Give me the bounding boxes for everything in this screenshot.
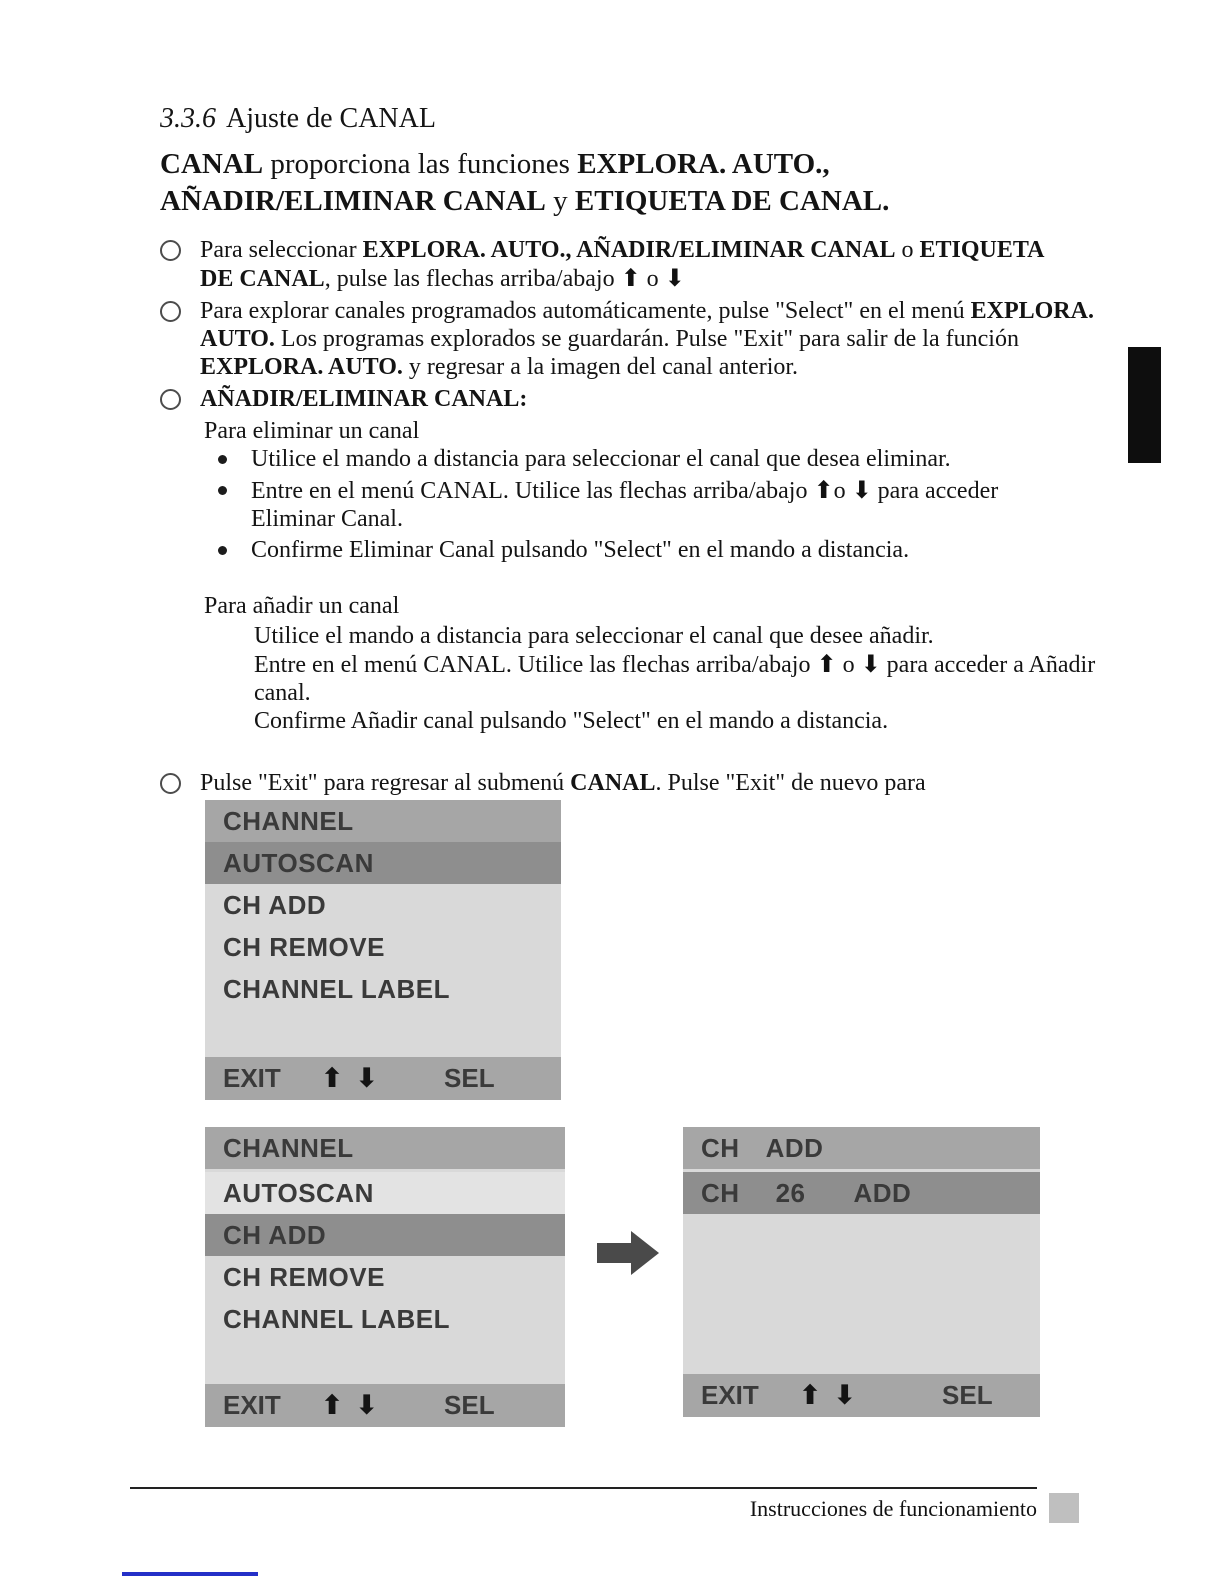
osd-ch-label: CH (701, 1177, 740, 1208)
osd-arrow-hints (321, 1390, 378, 1421)
text-segment: o (836, 652, 861, 678)
text-segment: y (545, 185, 575, 217)
text-segment: Los programas explorados se guardarán. Pulse "Exit" para salir de la función (274, 326, 1019, 352)
osd-item-autoscan (205, 842, 561, 884)
osd-menu-channel-autoscan (205, 800, 561, 1100)
list-item-text (254, 622, 1104, 650)
up-arrow-icon: ⬆ (620, 264, 641, 292)
osd-item-label: CH REMOVE (223, 1261, 385, 1292)
osd-item-ch-add (205, 884, 561, 926)
circle-bullet-icon (160, 301, 181, 322)
list-item-text (254, 650, 1104, 707)
circle-bullet-icon (160, 240, 181, 261)
osd-item-ch-remove (205, 926, 561, 968)
text-segment: EXPLORA. AUTO. (200, 354, 403, 380)
text-segment: Entre en el menú CANAL. Utilice las flechas arriba/abajo (251, 478, 814, 504)
osd-item-label: AUTOSCAN (223, 1177, 374, 1208)
list-item-text (251, 476, 1081, 533)
osd-sel-label: SEL (444, 1390, 495, 1420)
down-arrow-icon: ⬇ (851, 476, 872, 504)
up-arrow-icon: ⬆ (813, 476, 834, 504)
down-arrow-icon: ⬇ (860, 650, 881, 678)
remove-section-title: Para eliminar un canal (204, 418, 420, 444)
text-segment: ETIQUETA DE CANAL. (574, 185, 890, 217)
bullet-item-autoscan (160, 297, 1125, 381)
bullet-text (200, 236, 1080, 293)
text-segment: Utilice el mando a distancia para seleccionar el canal que desea eliminar. (251, 446, 951, 472)
circle-bullet-icon (160, 389, 181, 410)
bullet-item-select (160, 236, 1125, 293)
osd-ch-add-row (683, 1172, 1040, 1214)
osd-sel-label: SEL (444, 1063, 495, 1093)
osd-title-row (683, 1127, 1040, 1169)
section-number: 3.3.6 (160, 103, 216, 134)
text-segment: CANAL (570, 770, 656, 796)
osd-exit-label: EXIT (701, 1380, 759, 1410)
text-segment: CANAL (160, 148, 264, 180)
osd-exit-label: EXIT (223, 1063, 281, 1093)
osd-channel-number: 26 (775, 1177, 806, 1208)
osd-item-label: AUTOSCAN (223, 847, 374, 878)
osd-exit-label: EXIT (223, 1390, 281, 1420)
list-item-text (251, 536, 909, 564)
text-segment: Para seleccionar (200, 237, 363, 263)
osd-footer (205, 1384, 565, 1427)
arrow-head (631, 1231, 659, 1275)
section-title (160, 103, 436, 135)
text-segment: AÑADIR/ELIMINAR CANAL: (200, 386, 528, 412)
list-item-text (254, 707, 1104, 735)
osd-menu-ch-add-sub (683, 1127, 1040, 1417)
text-segment: EXPLORA. AUTO., AÑADIR/ELIMINAR CANAL (362, 237, 896, 263)
text-segment: o (833, 478, 852, 504)
disc-bullet-icon (218, 486, 227, 495)
up-arrow-icon: ⬆ (816, 650, 837, 678)
text-segment: Entre en el menú CANAL. Utilice las flechas arriba/abajo (254, 652, 817, 678)
section-name: Ajuste de CANAL (226, 103, 436, 134)
text-segment: y regresar a la imagen del canal anterior. (402, 354, 799, 380)
osd-item-channel-label (205, 968, 561, 1010)
text-segment: Confirme Eliminar Canal pulsando "Select" en el mando a distancia. (251, 537, 910, 563)
osd-title-row (205, 1127, 565, 1169)
osd-item-label: CH ADD (223, 889, 327, 920)
bullet-item-exit (160, 769, 1125, 797)
text-segment: para acceder Eliminar Canal. (251, 478, 999, 532)
osd-title-action: ADD (765, 1132, 824, 1163)
text-segment: o (640, 266, 665, 292)
osd-footer (205, 1057, 561, 1100)
disc-bullet-icon (218, 546, 227, 555)
osd-footer (683, 1374, 1040, 1417)
osd-title-ch: CH (701, 1132, 740, 1163)
osd-item-label: CHANNEL LABEL (223, 1303, 451, 1334)
text-segment: para acceder a Añadir canal. (254, 652, 1096, 706)
osd-sel-label: SEL (942, 1380, 993, 1410)
list-item (204, 445, 1125, 473)
osd-item-label: CH REMOVE (223, 931, 385, 962)
bullet-text (200, 385, 527, 413)
up-arrow-icon: ⬆ (798, 1380, 822, 1411)
list-item (204, 536, 1125, 564)
osd-action-label: ADD (853, 1177, 912, 1208)
add-channel-section (254, 622, 1125, 735)
print-registration-mark (122, 1572, 258, 1576)
disc-bullet-icon (218, 455, 227, 464)
text-segment: Pulse "Exit" para regresar al submenú (200, 770, 571, 796)
osd-arrow-hints (799, 1380, 856, 1411)
text-segment: ETIQUETA DE CANAL (200, 237, 1044, 292)
osd-item-label: CHANNEL LABEL (223, 973, 451, 1004)
circle-bullet-icon (160, 773, 181, 794)
osd-title: CHANNEL (223, 805, 354, 836)
body-content (160, 236, 1125, 801)
bullet-text (200, 769, 926, 797)
bullet-item-add-remove (160, 385, 1125, 413)
text-segment: o (895, 237, 920, 263)
osd-arrow-hints (321, 1063, 378, 1094)
footer-text: Instrucciones de funcionamiento (749, 1496, 1037, 1521)
page-corner-mark (1049, 1493, 1079, 1523)
down-arrow-icon: ⬇ (833, 1380, 857, 1411)
right-arrow-icon (597, 1231, 661, 1275)
add-section-title: Para añadir un canal (204, 593, 400, 619)
text-segment: EXPLORA. AUTO., AÑADIR/ELIMINAR CANAL (160, 148, 830, 217)
osd-item-ch-add (205, 1214, 565, 1256)
down-arrow-icon: ⬇ (355, 1063, 379, 1094)
up-arrow-icon: ⬆ (320, 1063, 344, 1094)
down-arrow-icon: ⬇ (664, 264, 685, 292)
osd-item-ch-remove (205, 1256, 565, 1298)
osd-item-autoscan (205, 1172, 565, 1214)
down-arrow-icon: ⬇ (355, 1390, 379, 1421)
list-item-text (251, 445, 951, 473)
footer-rule (130, 1487, 1037, 1489)
up-arrow-icon: ⬆ (320, 1390, 344, 1421)
list-item (204, 476, 1125, 533)
text-segment: EXPLORA. AUTO. (200, 298, 1094, 352)
osd-title-row (205, 800, 561, 842)
remove-channel-section (204, 417, 1125, 735)
osd-item-channel-label (205, 1298, 565, 1340)
osd-item-label: CH ADD (223, 1219, 327, 1250)
arrow-stem (597, 1243, 631, 1263)
text-segment: , pulse las flechas arriba/abajo (324, 266, 621, 292)
text-segment: proporciona las funciones (263, 148, 578, 180)
text-segment: Utilice el mando a distancia para seleccionar el canal que desee añadir. (254, 623, 934, 649)
text-segment: Confirme Añadir canal pulsando "Select" en el mando a distancia. (254, 708, 889, 734)
section-edge-tab (1128, 347, 1161, 463)
bullet-text (200, 297, 1120, 381)
intro-paragraph (160, 146, 1060, 220)
text-segment: . Pulse "Exit" de nuevo para (655, 770, 926, 796)
osd-title: CHANNEL (223, 1132, 354, 1163)
text-segment: Para explorar canales programados automáticamente, pulse "Select" en el menú (200, 298, 971, 324)
osd-menu-channel-chadd (205, 1127, 565, 1427)
